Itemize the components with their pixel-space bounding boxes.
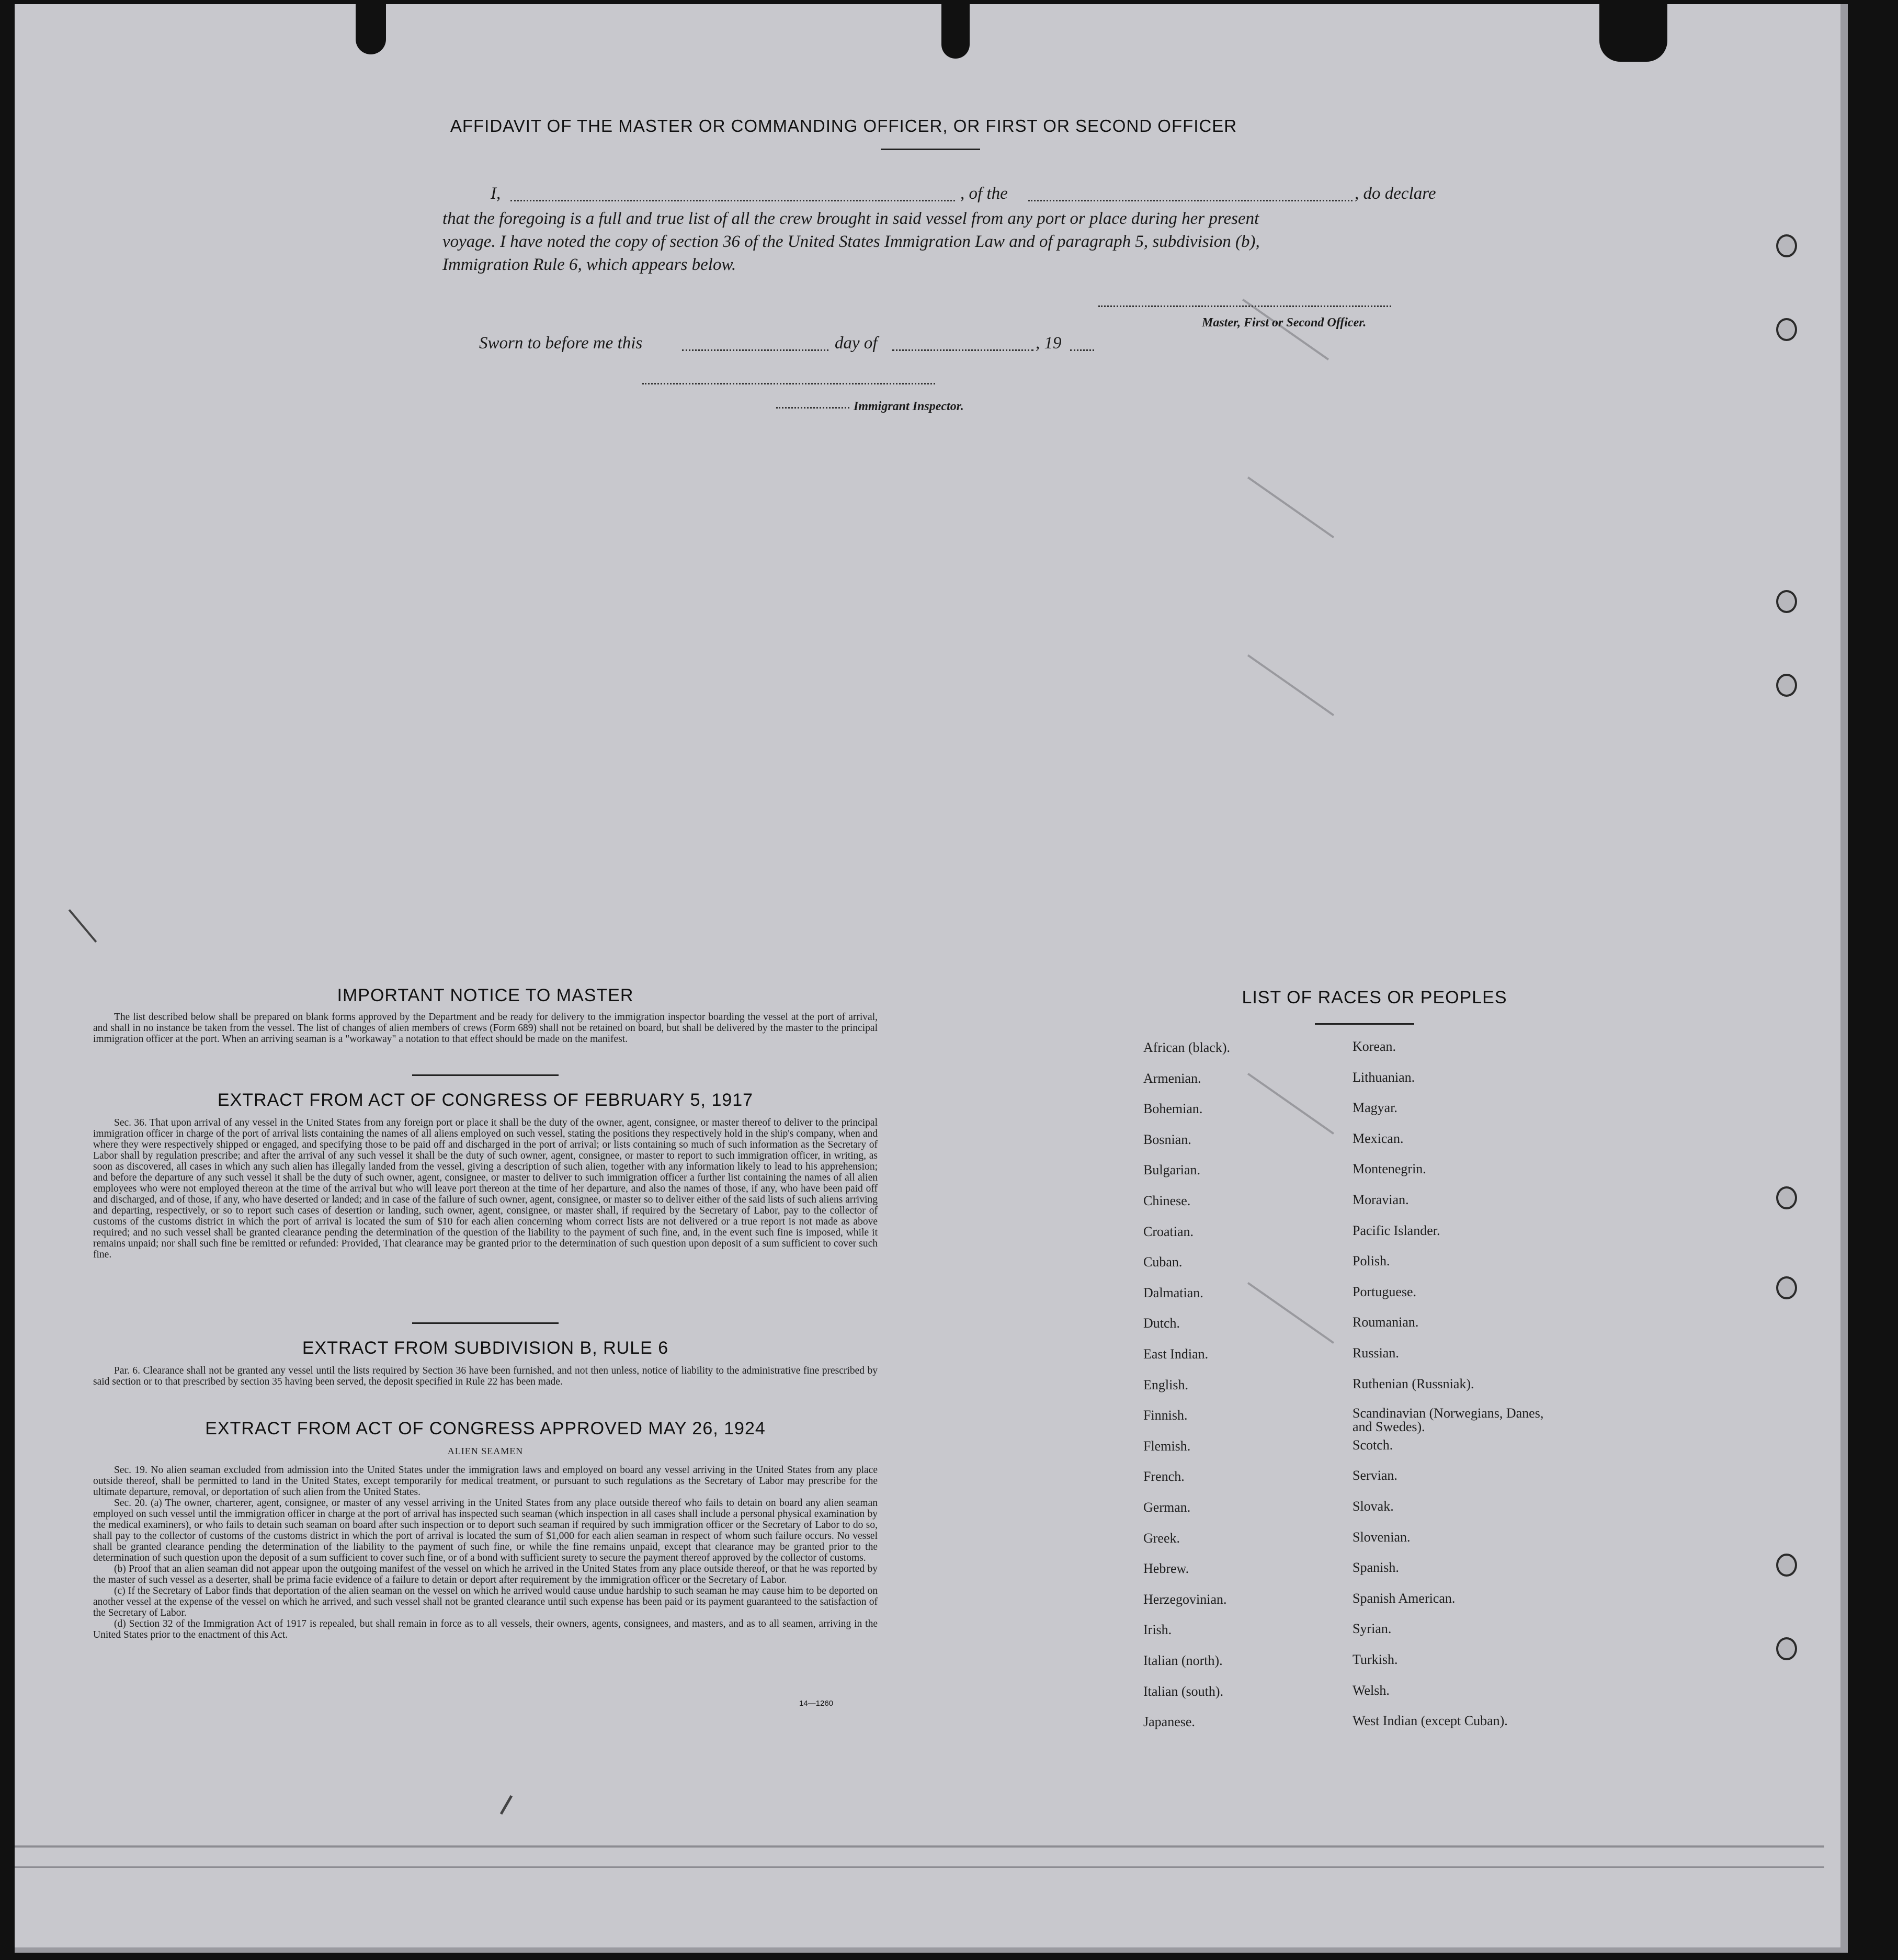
punch-hole [1776, 1186, 1797, 1209]
race-entry: Cuban. [1143, 1254, 1183, 1270]
extract-rule6-title: EXTRACT FROM SUBDIVISION B, RULE 6 [302, 1338, 669, 1358]
race-entry: English. [1143, 1377, 1188, 1392]
ink-mark [500, 1795, 513, 1815]
race-entry: Spanish American. [1353, 1590, 1456, 1606]
race-row [1143, 1500, 1562, 1530]
race-entry: Chinese. [1143, 1193, 1191, 1208]
race-entry: Croatian. [1143, 1223, 1194, 1239]
race-entry: Lithuanian. [1353, 1069, 1415, 1085]
race-row [1143, 1684, 1562, 1714]
sworn-day-of: day of [835, 334, 878, 353]
inspector-label: Immigrant Inspector. [854, 400, 964, 413]
master-signature-field[interactable] [1098, 305, 1391, 307]
affidavit-line-1 [442, 184, 1462, 207]
document-sheet [15, 4, 1848, 1953]
notice-title: IMPORTANT NOTICE TO MASTER [337, 985, 634, 1005]
race-entry: Japanese. [1143, 1714, 1195, 1730]
race-entry: French. [1143, 1469, 1185, 1485]
race-row [1143, 1101, 1562, 1131]
name-field[interactable] [510, 200, 955, 201]
extract-1917-title: EXTRACT FROM ACT OF CONGRESS OF FEBRUARY 5, 1917 [217, 1090, 754, 1110]
form-number: 14—1260 [799, 1699, 834, 1708]
race-row [1143, 1224, 1562, 1254]
race-entry: Armenian. [1143, 1070, 1201, 1086]
race-entry: Finnish. [1143, 1408, 1188, 1423]
race-entry: Bosnian. [1143, 1131, 1191, 1147]
race-row [1143, 1071, 1562, 1101]
punch-hole [1776, 590, 1797, 613]
punch-hole [1776, 318, 1797, 341]
fold-line [15, 1845, 1824, 1848]
affidavit-line-3: voyage. I have noted the copy of section 36 of the United States Immigration Law and of paragraph 5, subdivision (b), [442, 232, 1260, 251]
race-entry: Dalmatian. [1143, 1285, 1203, 1300]
race-entry: Mexican. [1353, 1130, 1404, 1146]
sworn-month-field[interactable] [892, 349, 1033, 351]
race-entry: Bohemian. [1143, 1101, 1203, 1117]
race-row [1143, 1162, 1562, 1193]
race-row [1143, 1377, 1562, 1408]
race-row [1143, 1346, 1562, 1377]
sec20c: (c) If the Secretary of Labor finds that deportation of the alien seaman on the vessel on which he arrived would cause undue hardship to such seaman he may cause him to be deported on another vessel at the expense of the vessel on which he arrived, and such vessel shall not be granted clearance until such expense has been paid or its payment guaranteed to the satisfaction of the Secretary of Labor. [93, 1585, 878, 1618]
races-list [1143, 1040, 1562, 1741]
races-title: LIST OF RACES OR PEOPLES [1242, 988, 1507, 1007]
extract-1917-body: Sec. 36. That upon arrival of any vessel in the United States from any foreign port or place it shall be the duty of the owner, agent, consignee, or master thereof to deliver to the principal immigration officer in charge of the port of arrival lists containing the names of all aliens employed on such vessel, stating the positions they respectively hold in the ship's company, when and where they were respectively shipped or engaged, and specifying those to be paid off and discharged in the port of arrival; or lists containing so much of such information as the Secretary of Labor shall by regulation prescribe; and after the arrival of any such vessel it shall be the duty of such owner, agent, consignee, or master to report to such immigration officer, in writing, as soon as discovered, all cases in which any such alien has illegally landed from the vessel, giving a description of such alien, together with any information likely to lead to his apprehension; and before the departure of any such vessel it shall be the duty of such owner, agent, consignee, or master to deliver to such immigration officer a further list containing the names of all alien employees who were not employed thereon at the time of the arrival but who will leave port thereon at the time of her departure, and also the names of those, if any, who have been paid off and discharged, and of those, if any, who have deserted or landed; and in case of the failure of such owner, agent, consignee, or master so to deliver either of the said lists of such aliens arriving and departing, respectively, or so to report such cases of desertion or landing, such owner, agent, consignee, or master shall, if required by the Secretary of Labor, pay to the collector of customs of the customs district in which the port of arrival is located the sum of $10 for each alien concerning whom correct lists are not delivered or a true report is not made as above required; and no such vessel shall be granted clearance pending the determination of the question of the liability to the payment of such fine, and, in the event such fine is imposed, while it remains unpaid; nor shall such fine be remitted or refunded: Provided, That clearance may be granted prior to the determination of such question upon deposit of a sum sufficient to cover such fine. [93, 1117, 878, 1260]
race-entry: Irish. [1143, 1622, 1172, 1638]
race-entry: East Indian. [1143, 1346, 1209, 1362]
punch-hole [1776, 674, 1797, 697]
race-row [1143, 1714, 1562, 1744]
race-row [1143, 1531, 1562, 1561]
race-entry: Polish. [1353, 1253, 1390, 1269]
race-entry: Magyar. [1353, 1100, 1397, 1116]
race-entry: Korean. [1353, 1039, 1396, 1054]
sworn-year: , 19 [1036, 334, 1062, 353]
race-entry: Welsh. [1353, 1682, 1390, 1698]
races-rule [1315, 1023, 1414, 1025]
race-entry: Dutch. [1143, 1316, 1180, 1331]
race-entry: Syrian. [1353, 1621, 1392, 1637]
race-row [1143, 1469, 1562, 1499]
extract-1924-body [93, 1465, 878, 1640]
race-entry: Italian (north). [1143, 1653, 1223, 1668]
sec20d: (d) Section 32 of the Immigration Act of 1917 is repealed, but shall remain in force as to all vessels, their owners, agents, consignees, and masters, and as to all seamen, arriving in the United States prior to the enactment of this Act. [93, 1618, 878, 1640]
race-entry: Italian (south). [1143, 1683, 1224, 1699]
sworn-line [479, 334, 1159, 357]
race-row [1143, 1622, 1562, 1652]
race-row [1143, 1408, 1562, 1438]
title-rule [881, 149, 980, 150]
race-entry: West Indian (except Cuban). [1353, 1713, 1508, 1729]
inspector-signature-field[interactable] [642, 383, 935, 384]
race-entry: Slovak. [1353, 1499, 1394, 1514]
punch-hole [1776, 234, 1797, 257]
race-entry: Servian. [1353, 1468, 1397, 1483]
top-notch [1599, 4, 1667, 62]
affidavit-line-2: that the foregoing is a full and true list of all the crew brought in said vessel from any port or place during her present [442, 209, 1259, 228]
affidavit-line-4: Immigration Rule 6, which appears below. [442, 255, 736, 274]
bleed-mark [1247, 654, 1334, 716]
race-entry: Roumanian. [1353, 1315, 1419, 1330]
punch-hole [1776, 1637, 1797, 1660]
race-row [1143, 1653, 1562, 1683]
punch-hole [1776, 1554, 1797, 1577]
section-rule [412, 1074, 559, 1076]
bottom-edge [15, 1947, 1848, 1953]
race-row [1143, 1285, 1562, 1316]
race-entry: Slovenian. [1353, 1529, 1411, 1545]
race-entry: Montenegrin. [1353, 1161, 1426, 1177]
race-entry: German. [1143, 1500, 1191, 1515]
extract-rule6-body: Par. 6. Clearance shall not be granted any vessel until the lists required by Section 36 have been furnished, and not then unless, notice of liability to the administrative fine prescribed by said section or to that prescribed by section 35 having been served, the deposit specified in Rule 22 has been made. [93, 1365, 878, 1387]
ink-mark [69, 909, 97, 943]
affidavit-of-the: , of the [960, 184, 1008, 203]
sworn-day-field[interactable] [682, 349, 828, 351]
vessel-field[interactable] [1028, 200, 1353, 201]
race-entry: Portuguese. [1353, 1284, 1417, 1299]
sec20b: (b) Proof that an alien seaman did not appear upon the outgoing manifest of the vessel on which he arrived in the United States from any place outside thereof, or that he was reported by the master of such vessel as a deserter, shall be prima facie evidence of a failure to detain or deport after requirement by the immigration officer or the Secretary of Labor. [93, 1564, 878, 1585]
sworn-prefix: Sworn to before me this [479, 334, 643, 353]
section-rule [412, 1322, 559, 1324]
race-entry: Greek. [1143, 1530, 1180, 1546]
affidavit-declare: , do declare [1355, 184, 1436, 203]
race-row [1143, 1438, 1562, 1469]
race-row [1143, 1254, 1562, 1285]
race-entry: Russian. [1353, 1345, 1399, 1361]
top-notch [941, 4, 970, 59]
race-entry: Ruthenian (Russniak). [1353, 1376, 1474, 1391]
sworn-year-field[interactable] [1070, 349, 1094, 351]
sec20a: Sec. 20. (a) The owner, charterer, agent, consignee, or master of any vessel arriving in the United States from any place outside thereof who fails to detain on board any alien seaman employed on such vessel until the immigration officer in charge at the port of arrival has inspected such seaman (which inspection in all cases shall include a personal physical examination by the medical examiners), or who fails to detain such seaman on board after such inspection or to deport such seaman if required by such immigration officer or the Secretary of Labor to do so, shall pay to the collector of customs of the customs district in which the port of arrival is located the sum of $1,000 for each alien seaman in respect of whom such failure occurs. No vessel shall be granted clearance pending the determination of the liability to the payment of such fine, or while the fine remains unpaid, except that clearance may be granted prior to the determination of such question upon the deposit of a sum sufficient to cover such fine, or of a bond with sufficient surety to secure the payment thereof approved by the collector of customs. [93, 1498, 878, 1564]
race-entry: Pacific Islander. [1353, 1222, 1440, 1238]
sec19: Sec. 19. No alien seaman excluded from admission into the United States under the immigration laws and employed on board any vessel arriving in the United States from any place outside thereof, shall be permitted to land in the United States, except temporarily for medical treatment, or pursuant to such regulations as the Secretary of Labor may prescribe for the ultimate departure, removal, or deportation of such alien from the United States. [93, 1465, 878, 1498]
race-entry: African (black). [1143, 1040, 1231, 1055]
notice-body: The list described below shall be prepared on blank forms approved by the Department and be ready for delivery to the immigration inspector boarding the vessel at the port of arrival, and shall in no instance be taken from the vessel. The list of changes of alien members of crews (Form 689) shall not be retained on board, but shall be delivered by the master to the principal immigration officer at the port. When an arriving seaman is a "workaway" a notation to that effect should be made on the manifest. [93, 1012, 878, 1045]
race-entry: Flemish. [1143, 1438, 1191, 1454]
race-entry: Spanish. [1353, 1560, 1399, 1576]
extract-1924-title: EXTRACT FROM ACT OF CONGRESS APPROVED MAY 26, 1924 [205, 1419, 766, 1438]
race-entry: Turkish. [1353, 1652, 1398, 1667]
race-entry: Scandinavian (Norwegians, Danes, and Swedes). [1353, 1406, 1544, 1435]
inspector-dots [776, 407, 849, 409]
race-row [1143, 1592, 1562, 1622]
race-row [1143, 1561, 1562, 1591]
race-entry: Hebrew. [1143, 1561, 1189, 1577]
top-notch [356, 4, 386, 54]
affidavit-title: AFFIDAVIT OF THE MASTER OR COMMANDING OFFICER, OR FIRST OR SECOND OFFICER [450, 116, 1237, 135]
race-entry: Moravian. [1353, 1192, 1409, 1207]
affidavit-i: I, [491, 184, 501, 203]
race-row [1143, 1132, 1562, 1162]
race-row [1143, 1040, 1562, 1070]
race-row [1143, 1193, 1562, 1223]
race-entry: Scotch. [1353, 1437, 1393, 1453]
master-signature-label: Master, First or Second Officer. [1202, 316, 1367, 330]
punch-hole [1776, 1276, 1797, 1299]
race-entry: Herzegovinian. [1143, 1591, 1227, 1607]
race-entry: Bulgarian. [1143, 1162, 1201, 1178]
fold-line-2 [15, 1866, 1824, 1868]
extract-1924-subtitle: ALIEN SEAMEN [447, 1446, 524, 1456]
right-edge [1840, 4, 1848, 1953]
race-row [1143, 1316, 1562, 1346]
bleed-mark [1247, 477, 1334, 538]
